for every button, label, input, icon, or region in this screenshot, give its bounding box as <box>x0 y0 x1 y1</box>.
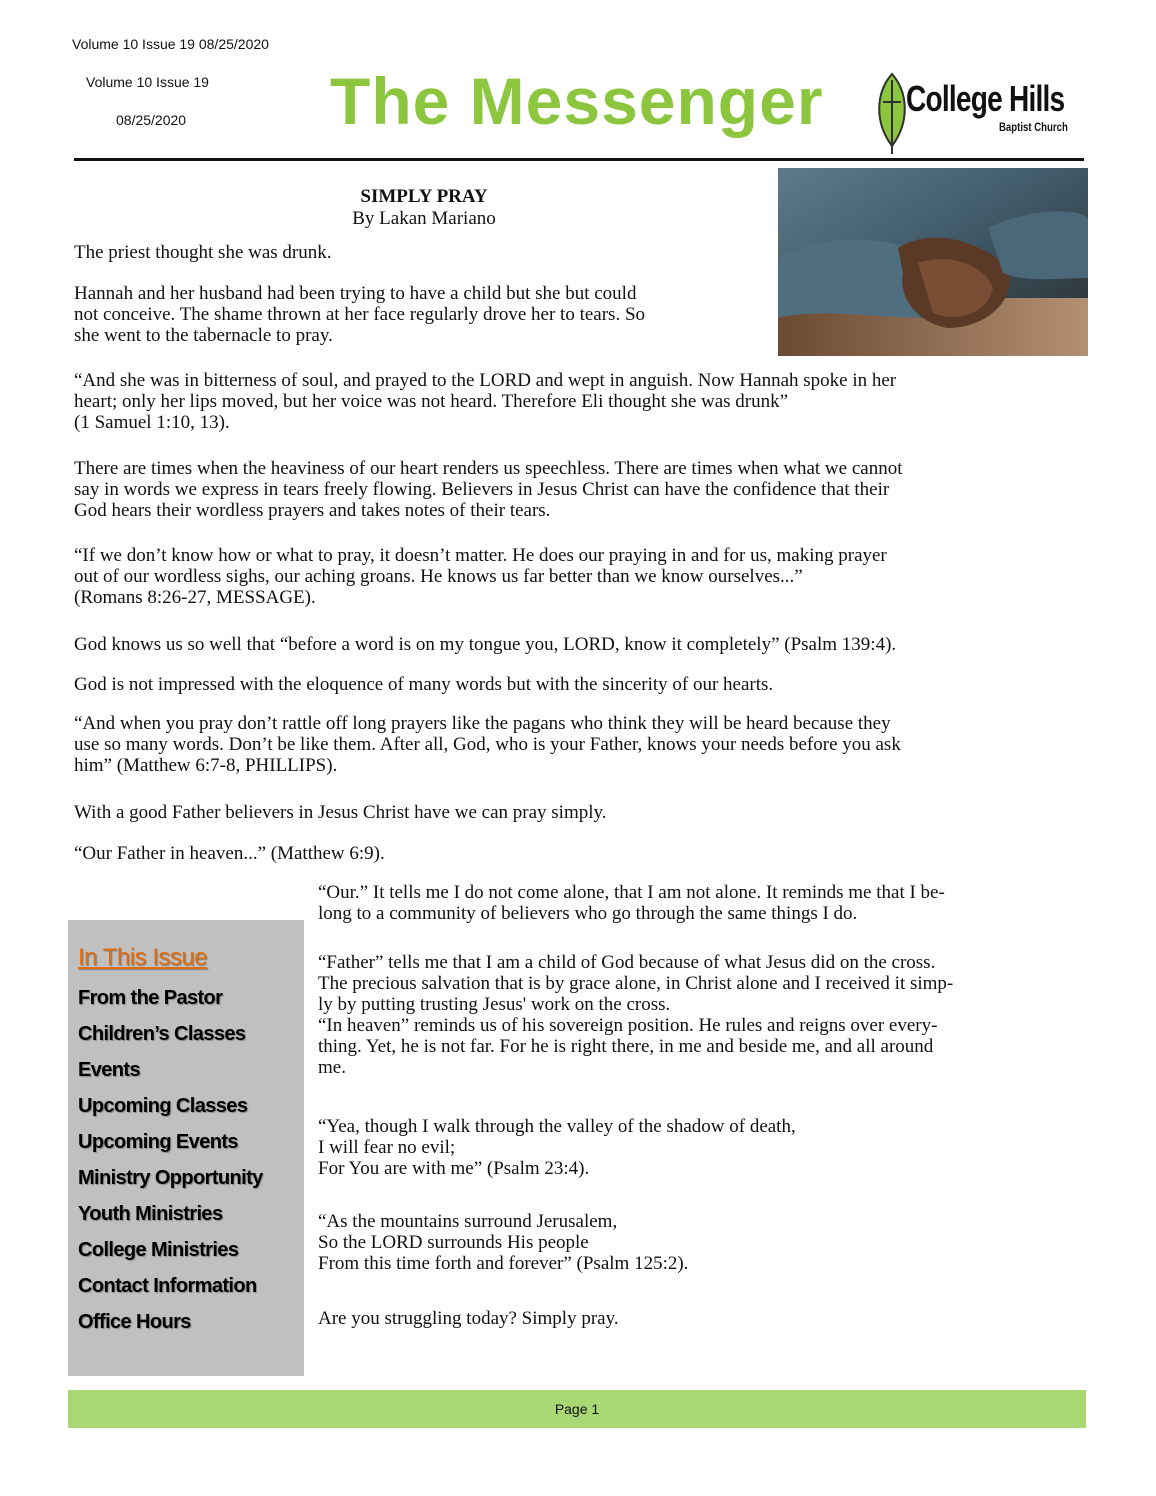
page-footer <box>68 1390 1086 1428</box>
article-byline: By Lakan Mariano <box>352 208 496 229</box>
paragraph-5: “If we don’t know how or what to pray, it doesn’t matter. He does our praying in and for us, making prayer out of our wordless sighs, our aching groans. He knows us far better than we know ourselves...” (Romans 8:26-27, MESSAGE). <box>74 545 887 608</box>
sidebar-item-youth-ministries: Youth Ministries <box>78 1203 223 1225</box>
article-title: SIMPLY PRAY <box>360 186 488 207</box>
logo-church-name: College Hills <box>906 78 1065 119</box>
sidebar-item-office-hours: Office Hours <box>78 1311 191 1333</box>
praying-hands-photo <box>778 168 1088 356</box>
paragraph-13: “Yea, though I walk through the valley of the shadow of death, I will fear no evil; For You are with me” (Psalm 23:4). <box>318 1116 796 1179</box>
sidebar-title: In This Issue <box>78 944 208 971</box>
paragraph-10: “Our Father in heaven...” (Matthew 6:9). <box>74 843 385 864</box>
volume-issue: Volume 10 Issue 19 <box>86 74 209 90</box>
paragraph-12: “Father” tells me that I am a child of God because of what Jesus did on the cross. The precious salvation that is by grace alone, in Christ alone and I received it simp- ly by putting trusting Jesus' work on the cross. “In heaven” reminds us of his sovereign position. He rules and reigns over every- thing. Yet, he is not far. For he is right there, in me and beside me, and all around me. <box>318 952 954 1078</box>
sidebar-item-contact-information: Contact Information <box>78 1275 257 1297</box>
paragraph-15: Are you struggling today? Simply pray. <box>318 1308 619 1329</box>
paragraph-11: “Our.” It tells me I do not come alone, that I am not alone. It reminds me that I be- long to a community of believers who go through the same things I do. <box>318 882 945 924</box>
sidebar-item-from-the-pastor: From the Pastor <box>78 987 223 1009</box>
sidebar-item-college-ministries: College Ministries <box>78 1239 239 1261</box>
sidebar-list <box>78 984 263 1344</box>
issue-date: 08/25/2020 <box>116 112 187 128</box>
paragraph-1: The priest thought she was drunk. <box>74 242 332 263</box>
sidebar-item-childrens-classes: Children’s Classes <box>78 1023 246 1045</box>
sidebar-item-ministry-opportunity: Ministry Opportunity <box>78 1167 263 1189</box>
sidebar-item-upcoming-events: Upcoming Events <box>78 1131 238 1153</box>
paragraph-4: There are times when the heaviness of our heart renders us speechless. There are times when what we cannot say in words we express in tears freely flowing. Believers in Jesus Christ can have the confidence that their God hears their wordless prayers and takes notes of their tears. <box>74 458 903 521</box>
masthead-title: The Messenger <box>330 64 824 138</box>
paragraph-3: “And she was in bitterness of soul, and prayed to the LORD and wept in anguish. Now Hannah spoke in her heart; only her lips moved, but her voice was not heard. Therefore Eli thought she was drunk” (1 Samuel 1:10, 13). <box>74 370 897 433</box>
paragraph-14: “As the mountains surround Jerusalem, So the LORD surrounds His people From this time forth and forever” (Psalm 125:2). <box>318 1211 689 1274</box>
header-divider <box>74 158 1084 161</box>
paragraph-2: Hannah and her husband had been trying to have a child but she but could not conceive. The shame thrown at her face regularly drove her to tears. So she went to the tabernacle to pray. <box>74 283 646 346</box>
page-number: Page 1 <box>554 1401 600 1417</box>
in-this-issue-sidebar <box>68 920 304 1376</box>
sidebar-item-events: Events <box>78 1059 140 1081</box>
paragraph-8: “And when you pray don’t rattle off long prayers like the pagans who think they will be heard because they use so many words. Don’t be like them. After all, God, who is your Father, knows your needs before you ask him” (Matthew 6:7-8, PHILLIPS). <box>74 713 901 776</box>
paragraph-6: God knows us so well that “before a word is on my tongue you, LORD, know it completely” (Psalm 139:4). <box>74 634 897 655</box>
volume-issue-date-line: Volume 10 Issue 19 08/25/2020 <box>72 36 269 52</box>
logo-church-subtitle: Baptist Church <box>999 120 1068 134</box>
church-logo <box>872 72 1086 154</box>
paragraph-7: God is not impressed with the eloquence of many words but with the sincerity of our hearts. <box>74 674 774 695</box>
article-header <box>74 186 774 230</box>
sidebar-item-upcoming-classes: Upcoming Classes <box>78 1095 248 1117</box>
paragraph-9: With a good Father believers in Jesus Christ have we can pray simply. <box>74 802 607 823</box>
